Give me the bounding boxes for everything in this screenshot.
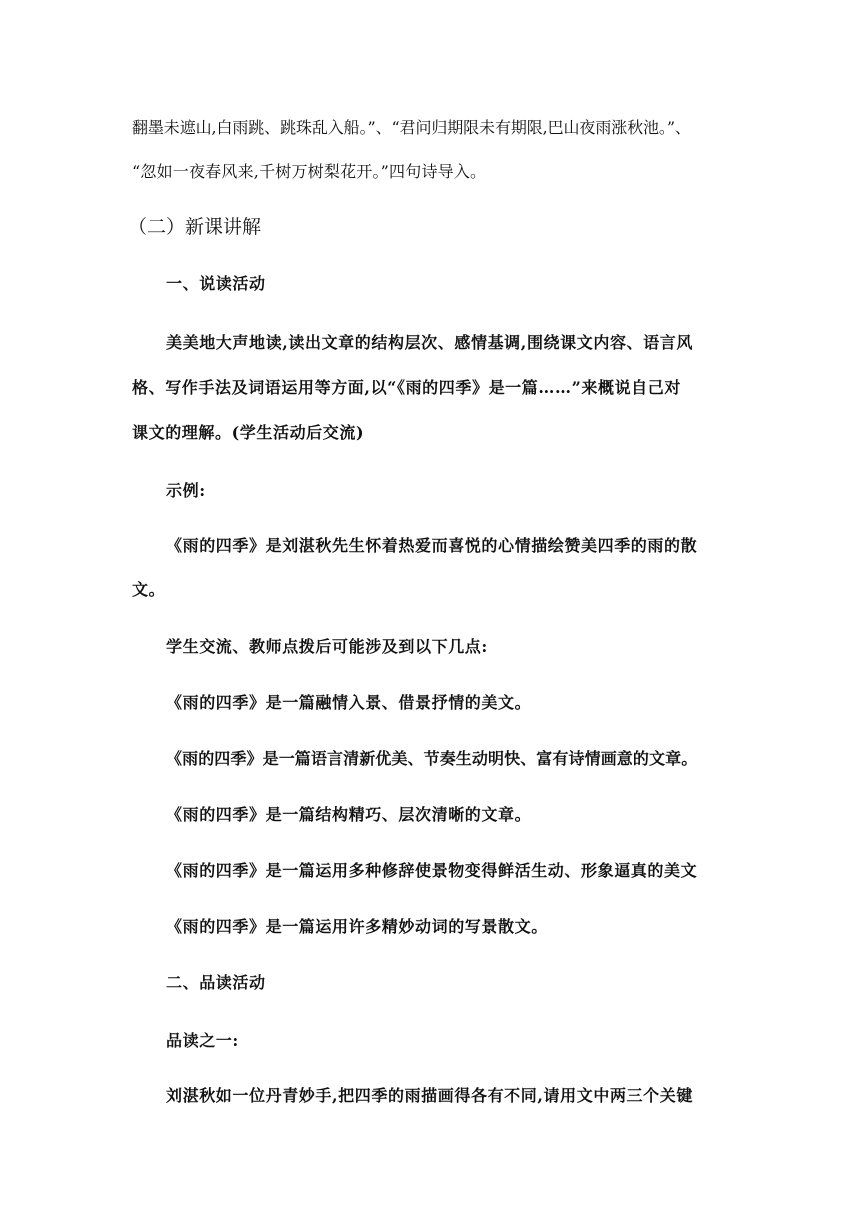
list-item: 《雨的四季》是一篇融情入景、借景抒情的美文。	[166, 693, 532, 712]
activity-title: 一、说读活动	[166, 274, 266, 293]
activity-title: 二、品读活动	[166, 973, 266, 992]
body-line: 《雨的四季》是刘湛秋先生怀着热爱而喜悦的心情描绘赞美四季的雨的散	[166, 536, 698, 555]
subsection-label: 品读之一:	[166, 1031, 239, 1050]
discussion-intro: 学生交流、教师点拨后可能涉及到以下几点:	[166, 637, 488, 656]
body-line: 格、写作手法及词语运用等方面,以“《雨的四季》是一篇……”来概说自己对	[132, 378, 681, 397]
list-item: 《雨的四季》是一篇语言清新优美、节奏生动明快、富有诗情画意的文章。	[166, 749, 698, 768]
body-line: 文。	[132, 580, 166, 599]
list-item: 《雨的四季》是一篇运用许多精妙动词的写景散文。	[166, 917, 548, 936]
body-line: “忽如一夜春风来,千树万树梨花开。”四句诗导入。	[132, 162, 487, 181]
body-line: 美美地大声地读,读出文章的结构层次、感情基调,围绕课文内容、语言风	[166, 333, 693, 352]
example-label: 示例:	[166, 481, 206, 500]
body-line: 翻墨未遮山,白雨跳、跳珠乱入船。”、“君问归期限未有期限,巴山夜雨涨秋池。”、	[132, 118, 691, 137]
body-line: 课文的理解。(学生活动后交流)	[132, 423, 365, 442]
body-line: 刘湛秋如一位丹青妙手,把四季的雨描画得各有不同,请用文中两三个关键	[166, 1086, 693, 1105]
section-heading: （二）新课讲解	[128, 216, 262, 238]
list-item: 《雨的四季》是一篇结构精巧、层次清晰的文章。	[166, 805, 532, 824]
list-item: 《雨的四季》是一篇运用多种修辞使景物变得鲜活生动、形象逼真的美文	[166, 861, 698, 880]
